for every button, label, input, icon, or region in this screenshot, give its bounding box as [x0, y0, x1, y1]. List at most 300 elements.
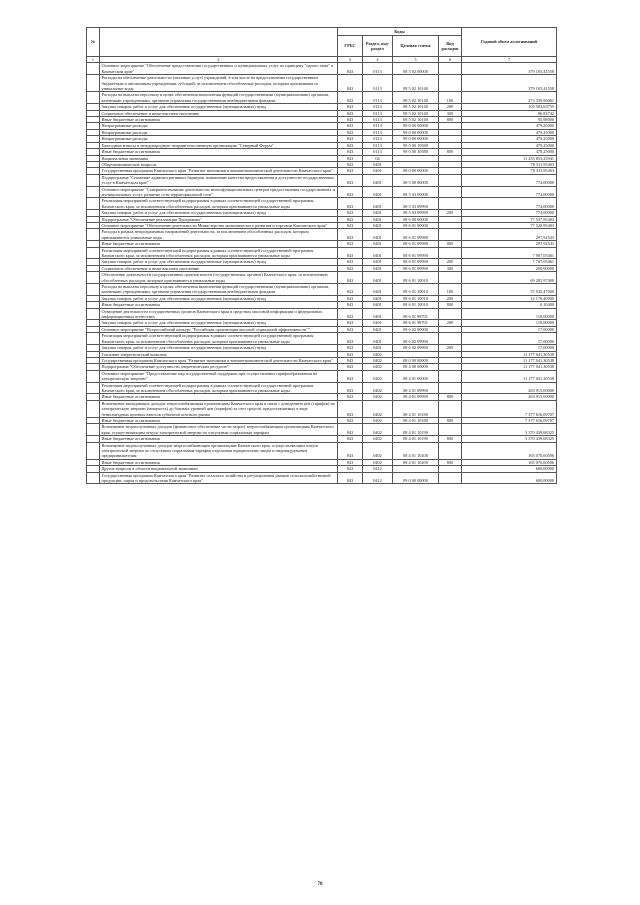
row-name: Государственная программа Камчатского края "Развитие экономики и внешнеэкономической деятельности Камчатского края": [100, 357, 338, 363]
row-amount: 12 170,40000: [462, 295, 557, 301]
row-amount: 77 537,95403: [462, 216, 557, 222]
row-target: 08 5 03 00000: [393, 186, 439, 198]
row-name: Основное мероприятие "Совершенствование деятельности многофункциональных центров предоставления государственных и муниципальных услуг, развитие сети территориальной сети": [100, 186, 338, 198]
row-name: Закупка товаров, работ и услуг для обеспечения государственных (муниципальных) нужд: [100, 345, 338, 351]
row-section: 0113: [363, 92, 393, 104]
row-amount: 57 035,47000: [462, 284, 557, 296]
row-index: [87, 174, 100, 186]
row-amount: 11 177 041,30538: [462, 364, 557, 370]
row-grbs: 843: [338, 357, 363, 363]
row-grbs: 843: [338, 308, 363, 320]
row-amount: 3 370 439,68325: [462, 436, 557, 442]
row-amount: 3 370 439,68325: [462, 424, 557, 436]
header-codes: Коды: [338, 28, 462, 36]
row-amount: 479,25000: [462, 123, 557, 129]
row-index: [87, 382, 100, 394]
row-name: Реализация мероприятий соответствующей подпрограммы в рамках соответствующей государственной программы Камчатского края, за исключением обособленных расходов, которым присваиваются уникальные коды: [100, 382, 338, 394]
row-kind: [439, 198, 462, 210]
row-grbs: 843: [338, 351, 363, 357]
row-target: 08 6 01 10010: [393, 295, 439, 301]
row-target: 08 5 03 09990: [393, 198, 439, 210]
row-grbs: 843: [338, 117, 363, 123]
row-section: 0402: [363, 459, 393, 465]
row-grbs: 843: [338, 149, 363, 155]
row-target: 08 6 01 10010: [393, 272, 439, 284]
row-index: [87, 333, 100, 345]
row-name: Иные бюджетные ассигнования: [100, 417, 338, 423]
row-section: 0402: [363, 400, 393, 417]
table-row: [87, 92, 557, 104]
row-name: Общеэкономические вопросы: [100, 161, 338, 167]
row-target: 08 6 01 09990: [393, 247, 439, 259]
header-kind: Вид расходов: [439, 36, 462, 57]
row-kind: 300: [439, 265, 462, 271]
row-grbs: 843: [338, 161, 363, 167]
row-section: 0402: [363, 394, 393, 400]
table-row: [87, 186, 557, 198]
row-grbs: 843: [338, 326, 363, 332]
row-grbs: 843: [338, 104, 363, 110]
row-kind: 800: [439, 436, 462, 442]
row-target: 09 0 00 00000: [393, 472, 439, 484]
row-name: Подпрограмма "Обеспечение реализации Программы": [100, 216, 338, 222]
table-row: [87, 63, 557, 75]
row-amount: 7 377 616,09707: [462, 400, 557, 417]
row-grbs: 843: [338, 241, 363, 247]
row-name: Иные бюджетные ассигнования: [100, 241, 338, 247]
row-amount: 105 583,63755: [462, 104, 557, 110]
row-amount: 110,00000: [462, 320, 557, 326]
row-section: 0402: [363, 357, 393, 363]
row-kind: 800: [439, 417, 462, 423]
row-kind: [439, 63, 462, 75]
row-amount: 0,10400: [462, 302, 557, 308]
row-kind: 200: [439, 320, 462, 326]
row-grbs: 843: [338, 442, 363, 459]
row-section: 0113: [363, 142, 393, 148]
row-grbs: 843: [338, 198, 363, 210]
row-section: 0401: [363, 216, 393, 222]
budget-table-sheet: [86, 27, 556, 484]
row-index: [87, 284, 100, 296]
row-section: 0401: [363, 222, 393, 228]
row-target: 08 4 01 10180: [393, 417, 439, 423]
row-amount: 273 339,96061: [462, 92, 557, 104]
table-row: [87, 198, 557, 210]
row-target: 08 6 01 09980: [393, 241, 439, 247]
row-section: 0402: [363, 442, 393, 459]
row-kind: 800: [439, 117, 462, 123]
row-kind: [439, 186, 462, 198]
table-row: [87, 333, 557, 345]
row-amount: 11 177 041,30538: [462, 370, 557, 382]
row-section: 0113: [363, 117, 393, 123]
row-kind: [439, 442, 462, 459]
row-amount: 17,00000: [462, 333, 557, 345]
row-amount: 11 255 853,25941: [462, 155, 557, 161]
row-kind: [439, 75, 462, 92]
row-section: 0401: [363, 174, 393, 186]
row-name: Закупка товаров, работ и услуг для обеспечения государственных (муниципальных) нужд: [100, 104, 338, 110]
row-amount: 95,98000: [462, 117, 557, 123]
row-target: 08 6 02 09990: [393, 333, 439, 345]
row-amount: 17,00000: [462, 326, 557, 332]
row-target: 08 4 01 10190: [393, 436, 439, 442]
row-grbs: 843: [338, 436, 363, 442]
row-target: 08 6 01 00000: [393, 222, 439, 228]
row-amount: 7 707,05461: [462, 259, 557, 265]
row-kind: [439, 247, 462, 259]
row-name: Иные бюджетные ассигнования: [100, 302, 338, 308]
row-section: 0401: [363, 198, 393, 210]
row-name: Иные бюджетные ассигнования: [100, 394, 338, 400]
row-target: 99 0 00 00000: [393, 129, 439, 135]
row-kind: 800: [439, 394, 462, 400]
row-grbs: 843: [338, 417, 363, 423]
row-name: Иные бюджетные ассигнования: [100, 459, 338, 465]
row-index: [87, 472, 100, 484]
row-name: Непрограммные расходы: [100, 129, 338, 135]
row-name: Возмещение недополученных доходов (финансовое обеспечение части затрат) энергоснабжающим организациям Камчатского края, осуществляющим отпуск электрической энергии по отпускным социальным тарифам: [100, 424, 338, 436]
row-kind: 800: [439, 302, 462, 308]
table-row: [87, 382, 557, 394]
row-target: 08 4 01 00000: [393, 370, 439, 382]
row-target: 08 5 02 10140: [393, 117, 439, 123]
row-amount: 78 311,95403: [462, 168, 557, 174]
row-kind: 100: [439, 92, 462, 104]
row-grbs: 843: [338, 265, 363, 271]
row-name: Реализация мероприятий соответствующей подпрограммы в рамках соответствующей государственной программы Камчатского края, за исключением обособленных расходов, которым присваиваются уникальные коды: [100, 247, 338, 259]
row-grbs: 843: [338, 284, 363, 296]
header-number: №: [87, 28, 100, 57]
row-name: Подпрограмма "Снижение административных барьеров, повышение качества предоставления и доступности государственных услуг в Камчатском крае": [100, 174, 338, 186]
row-name: Непрограммные расходы: [100, 136, 338, 142]
row-target: 08 5 03 09990: [393, 210, 439, 216]
row-index: [87, 272, 100, 284]
table-row: [87, 284, 557, 296]
row-section: 0401: [363, 265, 393, 271]
row-kind: [439, 308, 462, 320]
row-grbs: 843: [338, 424, 363, 436]
budget-table: [86, 27, 557, 484]
table-row: [87, 75, 557, 92]
row-grbs: 843: [338, 382, 363, 394]
table-row: [87, 174, 557, 186]
row-index: [87, 424, 100, 436]
row-amount: 165 070,60506: [462, 459, 557, 465]
row-kind: 800: [439, 241, 462, 247]
row-kind: 200: [439, 345, 462, 351]
column-number: 1: [87, 57, 100, 63]
column-number: 6: [439, 57, 462, 63]
row-name: Государственная программа Камчатского края "Развитие сельского хозяйства и регулирования рынков сельскохозяйственной продукции, сырья и продовольствия Камчатского края": [100, 472, 338, 484]
row-index: [87, 247, 100, 259]
row-grbs: 843: [338, 210, 363, 216]
row-index: [87, 186, 100, 198]
row-amount: 379 105,41558: [462, 75, 557, 92]
row-target: 08 4 00 00000: [393, 364, 439, 370]
row-section: 0401: [363, 345, 393, 351]
column-number: 5: [393, 57, 439, 63]
row-amount: 379 105,41558: [462, 63, 557, 75]
row-target: 08 4 01 10200: [393, 442, 439, 459]
row-target: 08 6 01 98701: [393, 320, 439, 326]
row-kind: [439, 400, 462, 417]
row-name: Социальное обеспечение и иные выплаты населению: [100, 265, 338, 271]
row-grbs: 843: [338, 63, 363, 75]
row-grbs: 843: [338, 259, 363, 265]
row-section: 0401: [363, 295, 393, 301]
table-row: [87, 229, 557, 241]
row-grbs: 843: [338, 129, 363, 135]
row-target: 08 6 02 00000: [393, 326, 439, 332]
row-kind: 800: [439, 149, 462, 155]
row-grbs: 843: [338, 174, 363, 186]
row-amount: 110,00000: [462, 308, 557, 320]
row-kind: 100: [439, 284, 462, 296]
row-target: 08 4 01 10200: [393, 459, 439, 465]
row-grbs: 843: [338, 123, 363, 129]
row-kind: [439, 424, 462, 436]
row-target: 08 5 02 10140: [393, 75, 439, 92]
row-kind: [439, 382, 462, 394]
row-name: Иные бюджетные ассигнования: [100, 117, 338, 123]
row-section: 0402: [363, 436, 393, 442]
row-target: 08 4 01 10190: [393, 424, 439, 436]
header-grbs: ГРБС: [338, 36, 363, 57]
row-name: Закупка товаров, работ и услуг для обеспечения государственных (муниципальных) нужд: [100, 259, 338, 265]
row-target: 08 6 01 09990: [393, 259, 439, 265]
row-target: 08 6 01 10010: [393, 302, 439, 308]
row-target: 08 4 01 09990: [393, 394, 439, 400]
row-section: 0401: [363, 284, 393, 296]
row-name: Возмещение недополученных доходов энергоснабжающим организациям Камчатского края, осуществляющим отпуск электрической энергии по отпускным социальным тарифам отдельным юридическим лицам и индивидуальным предпринимателям: [100, 442, 338, 459]
row-amount: 7 907,05461: [462, 247, 557, 259]
row-grbs: 843: [338, 110, 363, 116]
row-kind: [439, 272, 462, 284]
row-name: Основное мероприятие "Обеспечение предоставления государственных и муниципальных услуг по принципу "одного окна" в Камчатском крае": [100, 63, 338, 75]
row-section: 0401: [363, 326, 393, 332]
row-target: 08 6 01 09990: [393, 265, 439, 271]
row-grbs: 843: [338, 136, 363, 142]
row-grbs: 843: [338, 222, 363, 228]
row-amount: 600,00000: [462, 466, 557, 472]
row-target: 99 0 00 10580: [393, 142, 439, 148]
row-section: 0401: [363, 168, 393, 174]
row-name: Другие вопросы в области национальной экономики: [100, 466, 338, 472]
row-section: 0402: [363, 424, 393, 436]
row-section: 0401: [363, 272, 393, 284]
table-header: [87, 28, 557, 63]
row-index: [87, 92, 100, 104]
row-target: 08 5 02 10140: [393, 104, 439, 110]
row-amount: 165 070,60506: [462, 442, 557, 459]
row-amount: 200,00000: [462, 265, 557, 271]
row-amount: 297,92543: [462, 241, 557, 247]
row-section: 0113: [363, 63, 393, 75]
row-section: 0401: [363, 259, 393, 265]
table-row: [87, 472, 557, 484]
row-section: 0401: [363, 161, 393, 167]
row-grbs: 843: [338, 302, 363, 308]
row-index: [87, 370, 100, 382]
row-section: 0401: [363, 210, 393, 216]
row-amount: 479,25000: [462, 142, 557, 148]
row-target: 08 4 01 10180: [393, 400, 439, 417]
row-target: 99 0 00 10580: [393, 149, 439, 155]
row-section: 0401: [363, 186, 393, 198]
row-amount: 263 915,00000: [462, 382, 557, 394]
row-index: [87, 229, 100, 241]
row-section: 0401: [363, 229, 393, 241]
row-kind: 800: [439, 459, 462, 465]
row-kind: [439, 333, 462, 345]
row-amount: 263 915,00000: [462, 394, 557, 400]
row-amount: 479,25000: [462, 129, 557, 135]
row-section: 0401: [363, 320, 393, 326]
row-index: [87, 308, 100, 320]
row-grbs: 843: [338, 295, 363, 301]
row-kind: [439, 174, 462, 186]
table-row: [87, 442, 557, 459]
row-section: 0113: [363, 123, 393, 129]
row-name: Подпрограмма "Обеспечение доступности энергетических ресурсов": [100, 364, 338, 370]
row-kind: 200: [439, 210, 462, 216]
row-name: Обеспечение деятельности государственных органов власти (государственных органов) Камчатского края, за исключением обособленных расходов, которым присваиваются уникальные коды: [100, 272, 338, 284]
row-section: 04: [363, 155, 393, 161]
row-grbs: 843: [338, 168, 363, 174]
row-amount: 774,00000: [462, 198, 557, 210]
row-grbs: 843: [338, 247, 363, 259]
row-grbs: 843: [338, 272, 363, 284]
row-section: 0113: [363, 104, 393, 110]
row-name: Ежегодные взносы в международную неправительственную организацию "Северный Форум": [100, 142, 338, 148]
row-target: 08 5 02 10140: [393, 110, 439, 116]
row-section: 0402: [363, 370, 393, 382]
row-target: 08 6 02 09990: [393, 345, 439, 351]
row-amount: 77 520,95403: [462, 222, 557, 228]
row-section: 0401: [363, 333, 393, 345]
row-target: 99 0 00 00000: [393, 123, 439, 129]
row-name: Расходы на выплаты персоналу в целях обеспечения выполнения функций государственными (муниципальными) органами, казенными учреждениями, органами управления государственными внебюджетными фондами: [100, 92, 338, 104]
row-amount: 479,25000: [462, 136, 557, 142]
row-index: [87, 442, 100, 459]
row-name: Основное мероприятие "Обеспечение деятельности Министерства экономического развития и торговли Камчатского края": [100, 222, 338, 228]
row-target: 08 5 02 10140: [393, 92, 439, 104]
header-target: Целевая статья: [393, 36, 439, 57]
row-name: Реализация мероприятий соответствующей подпрограммы в рамках соответствующей государственной программы Камчатского края, за исключением обособленных расходов, которым присваиваются уникальные коды: [100, 198, 338, 210]
row-kind: [439, 229, 462, 241]
row-target: 99 0 00 00000: [393, 136, 439, 142]
row-grbs: 843: [338, 459, 363, 465]
column-number: 7: [462, 57, 557, 63]
row-grbs: 843: [338, 472, 363, 484]
row-name: Закупка товаров, работ и услуг для обеспечения государственных (муниципальных) нужд: [100, 295, 338, 301]
row-target: 08 6 00 00000: [393, 216, 439, 222]
row-name: Основное мероприятие "Предоставление мер государственной поддержки при осуществлении тарифообразования на электрическую энергию": [100, 370, 338, 382]
row-name: Расходы на обеспечение деятельности (оказание услуг) учреждений, в том числе на предоставление государственным бюджетным и автономным учреждениям субсидий, за исключением обособленных расходов, которым присваиваются уникальные коды: [100, 75, 338, 92]
row-grbs: 843: [338, 320, 363, 326]
row-section: 0113: [363, 129, 393, 135]
row-target: 08 6 01 98701: [393, 308, 439, 320]
table-row: [87, 308, 557, 320]
row-section: 0412: [363, 466, 393, 472]
row-grbs: 843: [338, 370, 363, 382]
row-grbs: 843: [338, 155, 363, 161]
row-name: Топливно-энергетический комплекс: [100, 351, 338, 357]
row-target: 08 5 02 00000: [393, 63, 439, 75]
table-row: [87, 370, 557, 382]
header-section: Раздел, под-раздел: [363, 36, 393, 57]
row-target: 08 0 00 00000: [393, 168, 439, 174]
row-section: 0113: [363, 110, 393, 116]
row-section: 0401: [363, 302, 393, 308]
row-amount: 7 377 616,09707: [462, 417, 557, 423]
row-kind: 300: [439, 110, 462, 116]
row-name: Освещение деятельности государственных органов Камчатского края в средствах массовой информации и федеральных информационных агентствах: [100, 308, 338, 320]
row-section: 0402: [363, 382, 393, 394]
row-grbs: 843: [338, 229, 363, 241]
row-section: 0401: [363, 308, 393, 320]
table-row: [87, 424, 557, 436]
row-amount: 11 177 041,30538: [462, 357, 557, 363]
table-row: [87, 400, 557, 417]
row-amount: 86,83742: [462, 110, 557, 116]
row-grbs: 843: [338, 364, 363, 370]
row-grbs: 843: [338, 394, 363, 400]
row-amount: 774,00000: [462, 174, 557, 186]
row-name: Национальная экономика: [100, 155, 338, 161]
row-target: 08 5 00 00000: [393, 174, 439, 186]
row-amount: 11 177 041,30538: [462, 351, 557, 357]
row-amount: 774,00000: [462, 210, 557, 216]
row-amount: 78 311,95403: [462, 161, 557, 167]
row-target: 08 6 01 10010: [393, 284, 439, 296]
row-grbs: 843: [338, 186, 363, 198]
row-amount: 17,00000: [462, 345, 557, 351]
row-section: 0412: [363, 472, 393, 484]
row-grbs: 843: [338, 333, 363, 345]
table-row: [87, 272, 557, 284]
column-number: 4: [363, 57, 393, 63]
row-index: [87, 75, 100, 92]
row-section: 0113: [363, 149, 393, 155]
row-name: Закупка товаров, работ и услуг для обеспечения государственных (муниципальных) нужд: [100, 320, 338, 326]
row-amount: 600,00000: [462, 472, 557, 484]
row-section: 0113: [363, 136, 393, 142]
row-name: Иные бюджетные ассигнования: [100, 149, 338, 155]
row-kind: [439, 370, 462, 382]
row-amount: 297,92543: [462, 229, 557, 241]
row-index: [87, 400, 100, 417]
row-name: Государственная программа Камчатского края "Развитие экономики и внешнеэкономической деятельности Камчатского края": [100, 168, 338, 174]
row-section: 0402: [363, 351, 393, 357]
row-name: Закупка товаров, работ и услуг для обеспечения государственных (муниципальных) нужд: [100, 210, 338, 216]
row-grbs: 843: [338, 216, 363, 222]
header-name: [100, 28, 338, 57]
row-kind: 200: [439, 259, 462, 265]
page-number: 70: [317, 882, 323, 887]
row-name: Непрограммные расходы: [100, 123, 338, 129]
row-target: 08 0 00 00000: [393, 357, 439, 363]
table-row: [87, 247, 557, 259]
row-kind: 200: [439, 104, 462, 110]
row-grbs: 843: [338, 142, 363, 148]
row-target: 08 4 01 09990: [393, 382, 439, 394]
column-number: 2: [100, 57, 338, 63]
row-target: 08 6 01 09980: [393, 229, 439, 241]
row-section: 0401: [363, 241, 393, 247]
